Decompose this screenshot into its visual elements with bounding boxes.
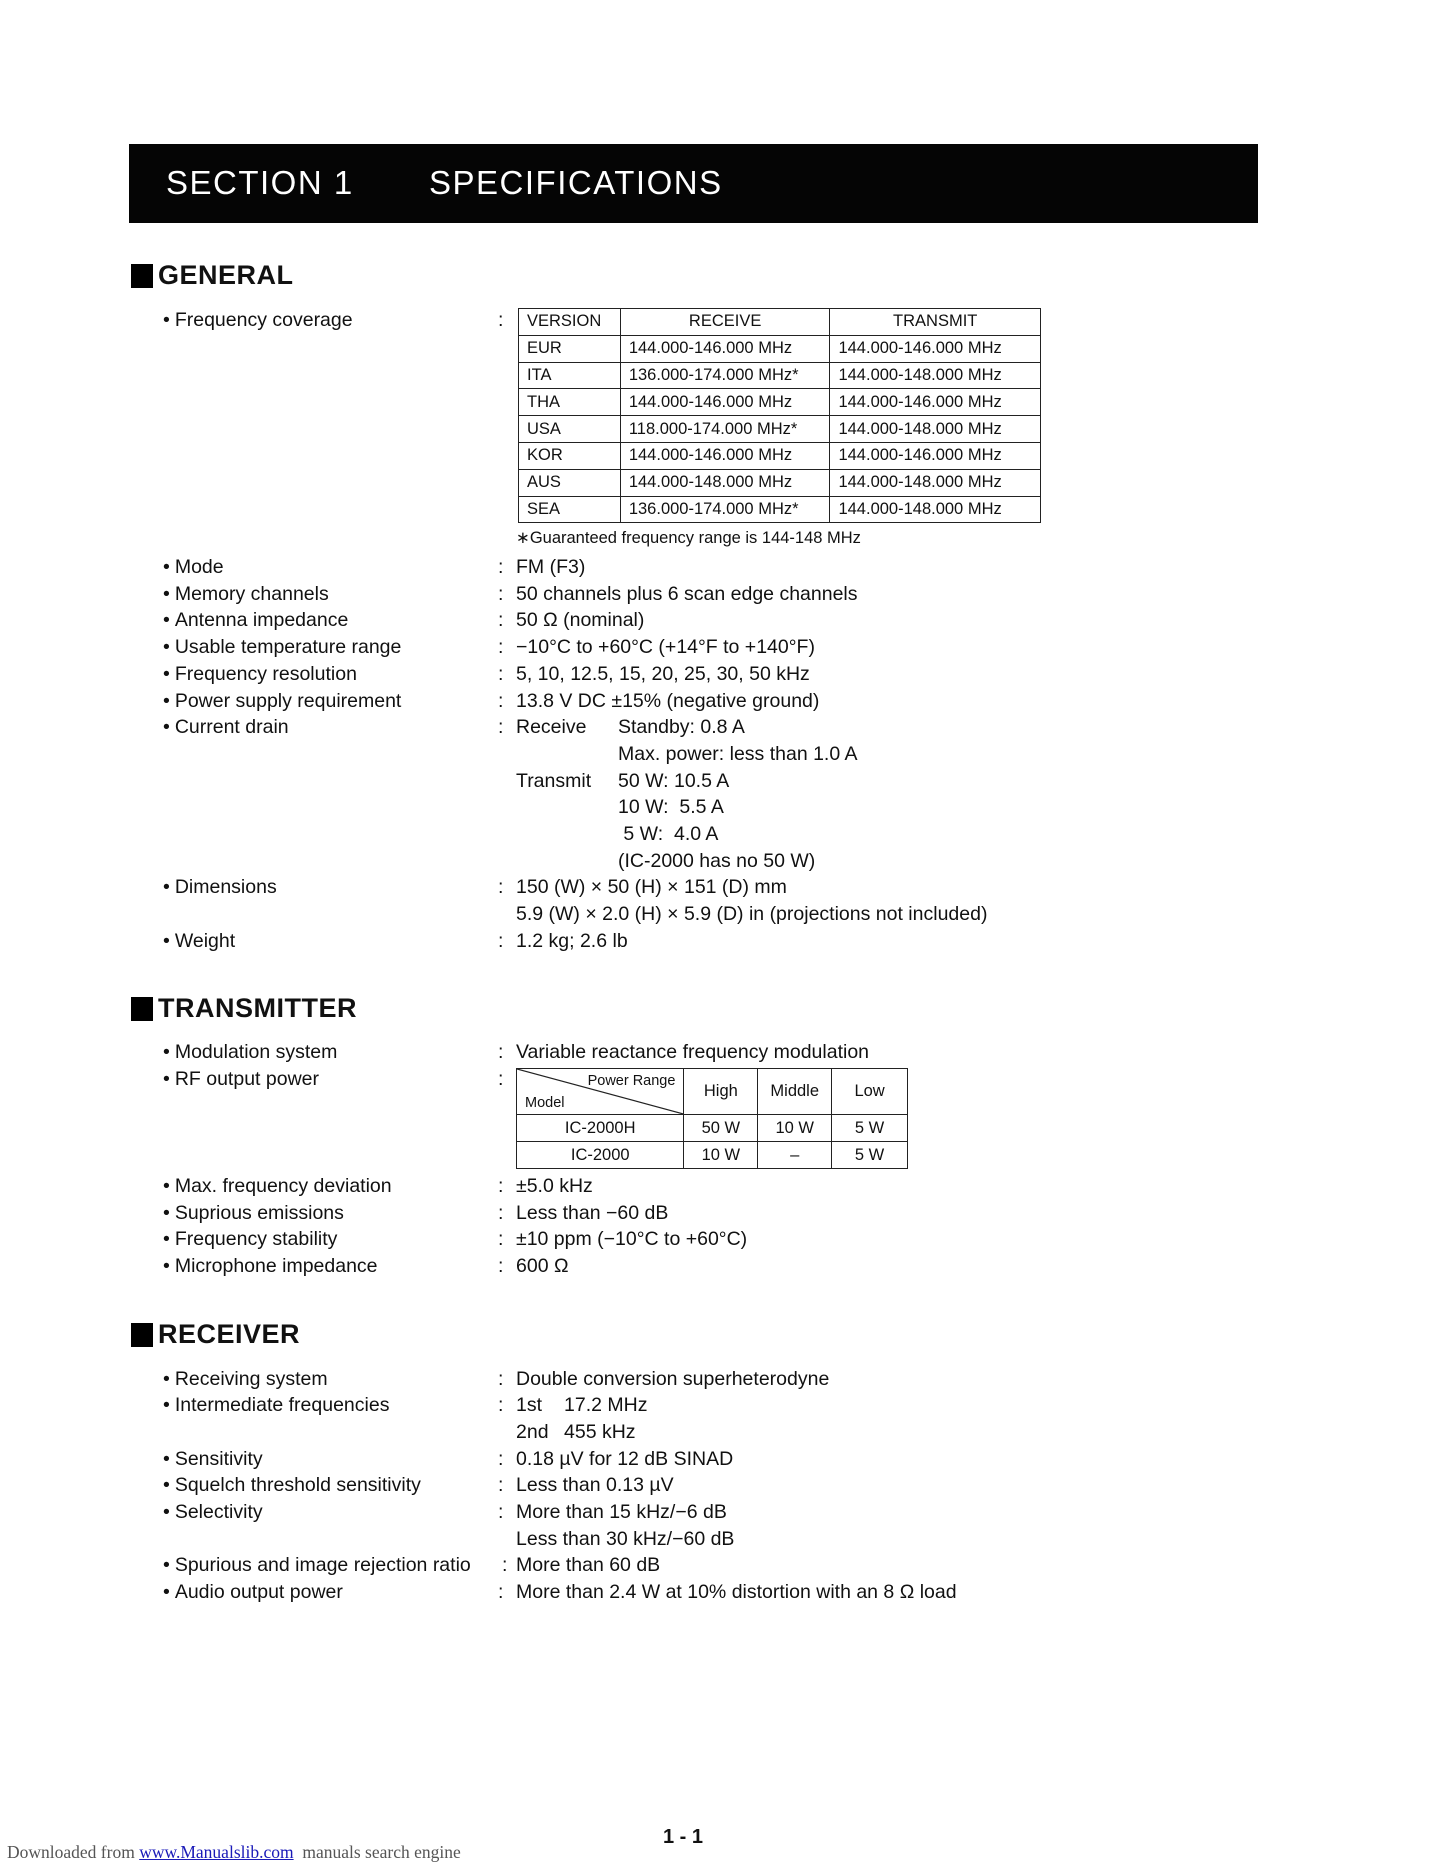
table-row: IC-2000 10 W – 5 W — [517, 1142, 908, 1169]
spec-sensitivity: • Sensitivity : 0.18 µV for 12 dB SINAD — [0, 1446, 1445, 1473]
spec-microphone-impedance: • Microphone impedance : 600 Ω — [0, 1253, 1445, 1280]
spec-selectivity: • Selectivity : More than 15 kHz/−6 dB — [0, 1499, 1445, 1526]
spec-current-drain: • Current drain : Receive Standby: 0.8 A — [0, 714, 1445, 741]
section-number: SECTION 1 — [166, 164, 354, 201]
diagonal-header-cell: Power Range Model — [517, 1069, 684, 1115]
table-header-row: VERSION RECEIVE TRANSMIT — [519, 309, 1041, 336]
table-row: SEA 136.000-174.000 MHz* 144.000-148.000 MHz — [519, 496, 1041, 523]
table-row: EUR 144.000-146.000 MHz 144.000-146.000 MHz — [519, 335, 1041, 362]
spec-current-drain-line: Transmit 50 W: 10.5 A — [516, 770, 730, 792]
spec-mode: • Mode : FM (F3) — [0, 554, 1445, 581]
spec-modulation-system: • Modulation system : Variable reactance frequency modulation — [0, 1039, 1445, 1066]
spec-antenna-impedance: • Antenna impedance : 50 Ω (nominal) — [0, 607, 1445, 634]
table-row: KOR 144.000-146.000 MHz 144.000-146.000 MHz — [519, 442, 1041, 469]
table-header-row: Power Range Model High Middle Low — [517, 1069, 908, 1115]
spec-squelch-threshold: • Squelch threshold sensitivity : Less than 0.13 µV — [0, 1472, 1445, 1499]
spec-dimensions: • Dimensions : 150 (W) × 50 (H) × 151 (D) mm — [0, 874, 1445, 901]
table-row: ITA 136.000-174.000 MHz* 144.000-148.000 MHz — [519, 362, 1041, 389]
download-footer: Downloaded from www.Manualslib.com manuals search engine — [7, 1842, 461, 1862]
rf-output-power-table — [516, 1068, 908, 1169]
spec-memory-channels: • Memory channels : 50 channels plus 6 scan edge channels — [0, 581, 1445, 608]
spec-temperature-range: • Usable temperature range : −10°C to +60°C (+14°F to +140°F) — [0, 634, 1445, 661]
spec-receiving-system: • Receiving system : Double conversion superheterodyne — [0, 1366, 1445, 1393]
square-bullet-icon — [131, 997, 153, 1021]
spec-current-drain-line: 10 W: 5.5 A — [618, 796, 724, 818]
heading-transmitter: TRANSMITTER — [131, 993, 357, 1024]
spec-spurious-emissions: • Suprious emissions : Less than −60 dB — [0, 1200, 1445, 1227]
spec-max-frequency-deviation: • Max. frequency deviation : ±5.0 kHz — [0, 1173, 1445, 1200]
square-bullet-icon — [131, 1323, 153, 1347]
spec-current-drain-line: 5 W: 4.0 A — [618, 823, 719, 845]
square-bullet-icon — [131, 264, 153, 288]
page-number: 1 - 1 — [663, 1826, 704, 1848]
spec-selectivity-line: Less than 30 kHz/−60 dB — [516, 1528, 735, 1550]
spec-weight: • Weight : 1.2 kg; 2.6 lb — [0, 928, 1445, 955]
manualslib-link[interactable]: www.Manualslib.com — [139, 1842, 294, 1862]
spec-power-supply: • Power supply requirement : 13.8 V DC ±15% (negative ground) — [0, 688, 1445, 715]
spec-current-drain-line: Max. power: less than 1.0 A — [618, 743, 858, 765]
table-row: THA 144.000-146.000 MHz 144.000-146.000 MHz — [519, 389, 1041, 416]
spec-intermediate-frequencies: • Intermediate frequencies : 1st 17.2 MHz — [0, 1392, 1445, 1419]
table-row: IC-2000H 50 W 10 W 5 W — [517, 1115, 908, 1142]
spec-rf-output-power: • RF output power : — [0, 1066, 1445, 1093]
frequency-footnote: ∗Guaranteed frequency range is 144-148 MHz — [516, 529, 861, 547]
heading-receiver: RECEIVER — [131, 1319, 300, 1350]
section-header-bar — [129, 144, 1258, 223]
spec-frequency-stability: • Frequency stability : ±10 ppm (−10°C to +60°C) — [0, 1226, 1445, 1253]
spec-intermediate-frequencies-line: 2nd 455 kHz — [516, 1421, 636, 1443]
frequency-coverage-table — [518, 308, 1041, 523]
spec-current-drain-line: (IC-2000 has no 50 W) — [618, 850, 816, 872]
heading-general: GENERAL — [131, 260, 294, 291]
spec-audio-output-power: • Audio output power : More than 2.4 W at 10% distortion with an 8 Ω load — [0, 1579, 1445, 1606]
spec-dimensions-line: 5.9 (W) × 2.0 (H) × 5.9 (D) in (projections not included) — [516, 903, 988, 925]
spec-frequency-resolution: • Frequency resolution : 5, 10, 12.5, 15, 20, 25, 30, 50 kHz — [0, 661, 1445, 688]
spec-frequency-coverage: • Frequency coverage : — [0, 307, 1445, 334]
spec-spurious-image-rejection: • Spurious and image rejection ratio : More than 60 dB — [0, 1552, 1445, 1579]
section-title: SPECIFICATIONS — [429, 164, 723, 201]
table-row: USA 118.000-174.000 MHz* 144.000-148.000 MHz — [519, 416, 1041, 443]
table-row: AUS 144.000-148.000 MHz 144.000-148.000 MHz — [519, 469, 1041, 496]
